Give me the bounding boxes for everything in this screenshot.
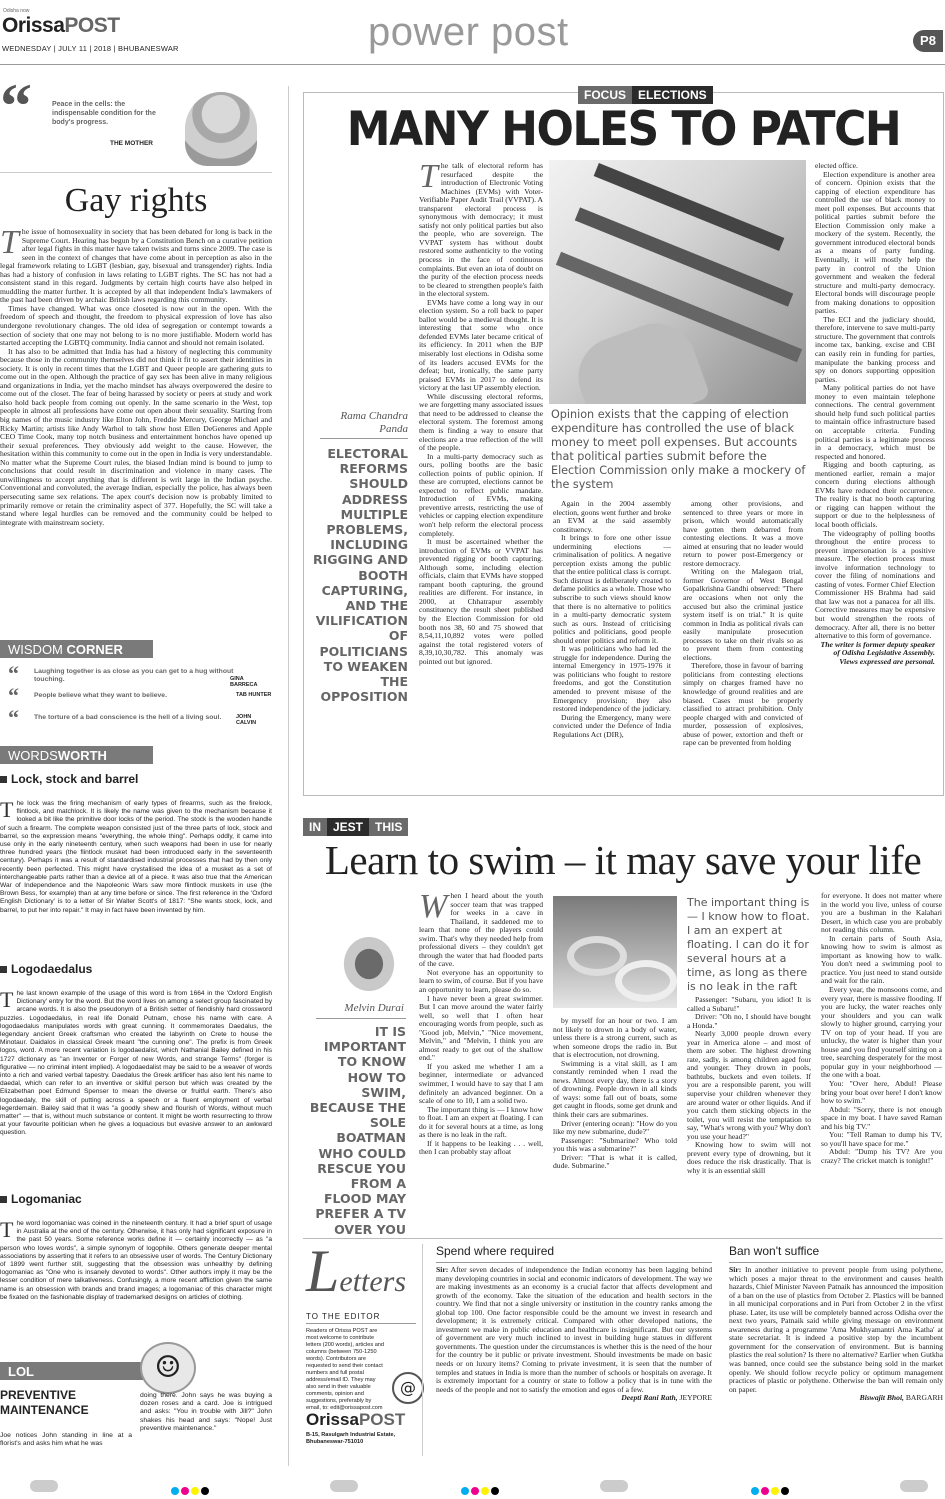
swim-col-2: by myself for an hour or two. I am not likely to drown in a body of water, unless there is a strong current, such as when someone drops the radio in. But that is electrocution, not drowning. Swimming is a vital skill, as I am constantly reminded when I read the news. Almost every day, there is a story of drowning. People drown in all kinds of ways: some fall out of boats, some get caught in floods, some get drunk and think their cars are submarines. Driver (entering ocean): "How do you like my new submarine, dude?" Passenger: "Submarine? Who told you this was a submarine?" Driver: "That is what it is called, dude. Submarine." — [553, 1016, 677, 1171]
letters-logo: Letters — [306, 1238, 407, 1304]
letter-2-title: Ban won't suffice — [729, 1244, 820, 1258]
wisdom-corner-header: WISDOM CORNER — [0, 640, 153, 658]
wordsworth-entry: Logomaniac The word logomaniac was coined in the nineteenth century. It had a brief spurt of usage in Australia at the end of the century. Otherwise, it has only had significant exposure in the past 50 years. Some reference works define it — certainly incorrectly — as "a person who loves words", a simple synonym of logophile. Others generate deeper mental associations by asserting that it refers to an obsessive user of words. The Century Dictionary of 1899 went further still, suggesting that the obsession was unhealthy by defining logomaniac as "One who is insanely devoted to words". Other authors imply it may be the lesser condition of mere talkativeness. Confusingly, a more recent affliction given the same name is an obsession with brands and brand images; a logomaniac of this character might be fixated on the fashionable display of trademarked designs on articles of clothing. — [0, 1192, 272, 1301]
swim-pullquote: IT IS IMPORTANT TO KNOW HOW TO SWIM, BECAUSE THE SOLE BOATMAN WHO COULD RESCUE YOU FROM A FLOOD MAY PREFER A TV OVER YOU — [309, 1024, 406, 1237]
dateline: WEDNESDAY | JULY 11 | 2018 | BHUBANESWAR — [2, 44, 179, 53]
entry-heading: Lock, stock and barrel — [0, 772, 272, 786]
section-title: power post — [368, 10, 569, 54]
column-divider — [288, 86, 289, 1466]
wordsworth-entry: Lock, stock and barrel The lock was the firing mechanism of early types of firearms, such as the firelock, flintlock, and matchlock. It is likely the name was given to the mechanism because it looked a bit like the primitive door locks of the period. The stock is the wooden handle of such a firearm. The complete weapon consisted just of the three parts of lock, stock and barrel, so the expression means "everything, the whole thing". Perhaps oddly, it came into use only in the early nineteenth century, when such weapons had been in use for nearly three hundred years (the flintlock musket had been introduced early in the seventeenth century). Perhaps it was a result of standardised industrial processes that had by then only recently been perfected. This might have crystallised the idea of a musket as a set of interchangeable parts rather than a device all of a piece. It was also true that the American War of Independence and the Napoleonic Wars saw more flintlock muskets in use (the Brown Bess, for example) than at any time before or since. The first reference in the 'Oxford English Dictionary' is to a letter of Sir Walter Scott's of 1817: "She wants stock, lock, and barrel, to put her into repair." It may in fact have been invented by him. — [0, 772, 272, 914]
gay-rights-divider — [0, 172, 272, 173]
logo: OrissaPOST — [2, 14, 120, 37]
byline-rule — [316, 1018, 406, 1019]
letters-footer-logo: OrissaPOST — [306, 1410, 406, 1429]
letter-2-body: Sir: In another initiative to prevent people from using polythene, which poses a major threat to the environment and causes health hazards, Chief Minister Naveen Patnaik has announced the imposition of a ban on the use of plastics from October 2. Plastics will be banned in all municipal corporations and in Puri from October 2 in the vfirst phase. Later, its use will be completely banned across Odisha over the next two years, Patnaik said while giving message on environment awareness during a programme 'Ama Mukhyamantri Ama Katha' at state secretariat. It is indeed a positive step by the incumbent government for the conservation of environment. But is banning plastics the real solution? Is there no alternative? Earlier when Gutkha was banned, once could see the substance being sold in the market openly. We should follow recycle policy or optimum management practices of plastic or polythene. Otherwise the ban will remain only on paper. Biswajit Bhoi, BARGARH — [729, 1265, 943, 1403]
letter-1-title: Spend where required — [436, 1244, 555, 1258]
evm-photo — [549, 160, 806, 404]
author-photo — [330, 936, 408, 1006]
swim-headline: Learn to swim – it may save your life — [324, 837, 922, 883]
email-icon: @ — [392, 1372, 424, 1404]
lol-text-right: doing there. John says he was buying a dozen roses and a card. Joe is intrigued and asks: "You in trouble with Jill?" John shakes his head and says: "Nope! Just preventive maintenance." — [140, 1392, 272, 1432]
wordsworth-entry: Logodaedalus The last known example of the usage of this word is from 1664 in the 'Oxford English Dictionary' entry for the word. But the word lives on among a select group fascinated by arcane words. It is also the pseudonym of a British setter of fiendishly hard crossword puzzles. Logodaedalus, in real life Donald Putnam, chose his name with care. A logodaedalus manipulates words with great cunning. It commemorates Daedalus, the legendary ancient Greek craftsman who created the labyrinth on Crete to house the Minotaur. Daidalos in classical Greek meant "the cunning one". The prefix is from Greek logos, word. A more recent variation is logodaedalist, which Nathanial Bailey defined in his 1727 dictionary as "an Inventer or Forger of new Words, and strange Terms" (forger is figurative — no criminal intent implied). A logodaedalist may be said to be a weaver of words into a rich and varied verbal tapestry. Daedalus the Greek artificer has also lent his name to daedal, which can refer to an inventive or skilful person but which was created by the Elizabethan poet Edmund Spenser to mean the diverse or fruitful earth. There's also logodaedaly, the skill of putting across a speech or a fluent employment of verbal legerdemain. Bailey said that it was "a goodly shew and flourish of Words, without much matter" — that is, without much substance or content. It might be worth resurrecting to throw at your favourite politician when he gives a loquacious but evasive answer to an awkward question. — [0, 962, 272, 1137]
laughing-emoji-icon: ☺ — [140, 1342, 196, 1394]
author-photo — [185, 92, 257, 166]
byline-rule — [320, 438, 408, 439]
letter-rule — [729, 1262, 943, 1263]
lol-text-left: Joe notices John standing in line at a florist's and asks him what he was — [0, 1432, 132, 1448]
focus-col-4: elected office. Election expenditure is another area of concern. Opinion exists that the capping of election expenditure has controlled the use of black money to meet poll expenses. But accounts that political parties submit before the Election Commission only make a mockery of the system. Recently, the government introduced electoral bonds as a means of party funding. Eventually, it will mostly help the party in control of the Union government and weaken the federal structure and multi-party democracy. Electoral bonds will discourage people from making donations to opposition parties. The ECI and the judiciary should, therefore, intervene to save multi-party structure. The government that controls income tax, banking, excise and CBI can easily rein in funding for parties, manipulate the banking process and spy on donors supporting opposition parties. Many political parties do not have money to even maintain telephone connections. The central government should help fund such political parties to maintain office infrastructure based on acceptable criteria. Funding political parties is a legitimate process in a democracy, which must be respected and honored. Rigging and booth capturing, as mentioned earlier, remain a major concern during elections although EVMs have reduced their occurrence. The reality is that no booth capturing or rigging can happen without the support or due to the helplessness of local booth officials. The videography of polling booths throughout the entire process to prevent impersonation is a positive measure. The election process must involve information technology to cover the filing of nominations and casting of votes. Former Chief Election Commissioner HS Brahma had said that law was not a panacea for all ills. Corrective measures may be expensive but would strengthen the roots of democracy. After all, there is no better alternative to this form of governance. The writer is former deputy speaker of Odisha Legislative Assembly. Views expressed are personal. — [815, 161, 935, 666]
page-number-badge: P8 — [913, 30, 943, 52]
quote-mark-icon: “ — [8, 661, 19, 686]
focus-col-1: The talk of electoral reform has resurfaced despite the introduction of Electronic Voting Machines (EVMs) with Voter-Verifiable Paper Audit Trail (VVPAT). A transparent electoral process is synonymous with democracy; it must satisfy not only political parties but also the people, who are sovereign. The VVPAT system has without doubt restored some authenticity to the voting process in the face of continuous complaints. But even an iota of doubt on the purity of the election process needs to be cleared to strengthen people's faith in the electoral system. EVMs have come a long way in our election system. So a roll back to paper ballot would be a medieval thought. It is interesting that some who once defended EVMs later became critical of its efficiency. In 2011 when the BJP miserably lost elections in Odisha some of its leaders accused EVMs for the defeat; but, ironically, the same party praised EVMs in 2017 to defend its victory at the last UP assembly election. While discussing electoral reforms, we are forgetting many associated issues that need to be addressed to cleanse the electoral system. The foremost among them is finding a way to ensure that elections are a true reflection of the will of the people. In a multi-party democracy such as ours, polling booths are the basic collection points of public opinion. If these are corrupted, elections cannot be expected to reflect public mandate. Introduction of EVMs, making preventive arrests, restricting the use of vehicles or capping election expenditure won't help reform the electoral process completely. It must be ascertained whether the introduction of EVMs or VVPAT has prevented rigging or booth capturing. Although some, including election officials, claim that EVMs have stopped rampant booth capturing, the ground realities are different. For instance, in 2000, at Chhatrapur assembly constituency the result sheet published by the Election Commission for old booth nos 38, 60 and 75 showed that 8,54,11,10,892 votes were polled against the total registered voters of 8,39,10,30,782. This anomaly was pointed out but ignored. — [419, 158, 543, 666]
quote-mark-icon: “ — [8, 705, 19, 730]
letter-1-body: Sir: After seven decades of independence the Indian economy has been lagging behind many developing countries in social and economic indicators of development. The way we are making investments as an economy is a crucial factor that affects development and growth of the economy. Take the situation of the education and health sectors in the country. We find that not a single university or institution in the country ranks among the global top 100. One factor responsible could be the amount we invest in research and development; it is extremely critical. Compared with other developed nations, the investment we make in public education and healthcare is insignificant. But our systems of government are very much inclined to invest in building huge statues in different governments. The question under the circumstances is whether this is the need of the hour for the country be it public or private investment. Should investments be made on basic needs or on luxury items? Coming to private investment, it is seen that the number of temples and statues in India is more than the number of schools or hospitals on average. It is extremely important for a country or state to follow a policy that is in tune with the needs of the people and not to satisfy the emotion and egos of a few. Deepti Rani Rath, JEYPORE — [436, 1265, 712, 1403]
focus-headline: MANY HOLES TO PATCH — [346, 101, 901, 158]
masthead — [0, 0, 945, 62]
quote-author: THE MOTHER — [110, 140, 153, 147]
jest-tags: IN JEST THIS — [303, 816, 408, 836]
gay-rights-headline: Gay rights — [64, 182, 208, 219]
letter-rule — [436, 1262, 712, 1263]
quote-box — [0, 70, 272, 160]
quote-mark-icon: “ — [8, 683, 19, 708]
logo-tagline: Odisha now — [3, 8, 30, 14]
quote-text: Peace in the cells: the indispensable condition for the body's progress. — [52, 101, 156, 126]
gay-rights-dropcap: T — [0, 224, 19, 261]
swim-col-4: for everyone. It does not matter where in the world you live, unless of course you are a bushman in the Kalahari Desert, in which case you are probably not reading this column. In certain parts of South Asia, knowing how to swim is almost as important as knowing how to walk. You don't need a swimming pool to practice. You just need to stand outside and wait for the rain. Every year, the monsoons come, and every year, there is massive flooding. If you are lucky, the water reaches only your shoulders and you can walk slowly to higher ground, carrying your TV on top of your head. If you are unlucky, the water is higher than your house and you find yourself sitting on a tree, searching desperately for the most popular guy in your neighborhood — the one with a boat. You: "Over here, Abdul! Please bring your boat over here! I don't know how to swim." Abdul: "Sorry, there is not enough space in my boat. I have saved Raman and his big TV." You: "Tell Raman to dump his TV, so you'll have space for me." Abdul: "Dump his TV? Are you crazy? The cricket match is tonight!" — [821, 891, 942, 1165]
quote-mark-icon: “ — [0, 70, 32, 141]
focus-pullquote: ELECTORAL REFORMS SHOULD ADDRESS MULTIPLE PROBLEMS, INCLUDING RIGGING AND BOOTH CAPTURING, AND THE VILIFICATION OF POLITICIANS TO WEAKEN THE OPPOSITION — [312, 446, 408, 705]
focus-col-2: Again in the 2004 assembly election, goons went further and broke an EVM at the said assembly constituency. It brings to fore one other issue undermining elections — criminalisation of politics. A negative perception exists among the public that the entire political class is corrupt. Such distrust is deliberately created to defame politics as a whole. Those who subscribe to such views should know that there is no alternative to politics in a multi-party democratic system such as ours. Instead of criticising politics and politicians, good people should enter politics and reform it. It was politicians who had led the struggle for independence. During the internal Emergency in 1975-1976 it was politicians who fought to restore freedoms, and got the Constitution amended to prevent misuse of the Emergency provision; they also restored independence of the judiciary. During the Emergency, many were convicted under the Defence of India Regulations Act (DIR), — [553, 499, 671, 739]
wordsworth-header: WORDSWORTH — [0, 746, 153, 764]
wisdom-item: “ People believe what they want to believe. TAB HUNTER — [8, 683, 272, 708]
raft-photo — [553, 896, 677, 1008]
focus-tags: FOCUS ELECTIONS — [578, 84, 713, 104]
swim-byline: Melvin Durai — [344, 1002, 404, 1014]
letters-rule — [306, 1323, 416, 1324]
wisdom-list — [0, 661, 272, 730]
letters-vrule — [422, 1244, 423, 1456]
entry-heading: Logodaedalus — [0, 962, 272, 976]
letters-to-editor: TO THE EDITOR — [306, 1312, 381, 1321]
focus-byline: Rama Chandra Panda — [340, 410, 408, 435]
letters-address: B-15, Rasulgarh Industrial Estate, Bhubaneswar-751010 — [306, 1432, 396, 1445]
entry-heading: Logomaniac — [0, 1192, 272, 1206]
wisdom-item: “ Laughing together is as close as you can get to a hug without touching. GINA BARRECA — [8, 661, 258, 688]
swim-col-1: When I heard about the youth soccer team that was trapped for weeks in a cave in Thailand, it saddened me to learn that none of the players could swim. That's why they needed help from professional divers – they couldn't get through the water that had flooded parts of the cave. Not everyone has an opportunity to learn to swim, of course. But if you have an opportunity to learn, please do so. I have never been a great swimmer. But I can move around the water fairly well, so well that I often hear encouraging words from people, such as "Good job, Melvin," "Nice movement, Melvin," and "Melvin, I think you are almost ready to get out of the shallow end." If you asked me whether I am a beginner, intermediate or advanced swimmer, I would have to say that I am definitely an advanced beginner. On a scale of one to 10, I am a solid two. The important thing is — I know how to float. I am an expert at floating. I can do it for several hours at a time, as long as there is no leak in the raft. If it happens to be leaking . . . well, then I can probably stay afloat — [419, 888, 544, 1157]
letters-info: Readers of Orissa POST are most welcome to contribute letters (200 words), articles and columns (between 750-1250 words). Contributors are requested to send their contact numbers and full postal address/email ID. They may also send in their valuable comments, opinion and suggestions, preferably by email, to: edit@orissapost.com — [306, 1328, 385, 1411]
photo-caption: Opinion exists that the capping of election expenditure has controlled the use of black money to meet poll expenses. But accounts that political parties submit before the Election Commission only make a mockery of the system — [551, 408, 806, 491]
gay-rights-body: The issue of homosexuality in society that has been debated for long is back in the Supreme Court. Hearing has begun by a Constitution Bench on a curative petition after legal fights in this matter have taken twists and turns since 2009. The case is seen in the context of changes that have come about in perception as also in the legal framework relating to LGBT (lesbian, gay, bisexual and transgender) rights. India has had a history of confusion in laws relating to LGBT rights. The SC has not had a consistent stand in this regard. Judgments by certain high courts have also helped in muddling the matter further. It is accepted by all that independent India's lawmakers of the past had been driven by archaic British laws regarding this community. Times have changed. What was once closeted is now out in the open. With the freedom of speech and thought, the freedom to physical expression of love has also undergone revolutionary changes. The old idea of segregation or contempt towards a section of society that one may not belong to is no more justifiable. Modern world has started accepting the LGBTQ community. India cannot and should not remain isolated. It has also to be admitted that India has had a history of neglecting this community because those in the community themselves did not think it fit to assert their identities in society. It is only in recent times that the LGBT and Queer people are gathering guts to come out in the open. Although the practice of gay sex has been alive in many religious and organizations in India, yet the macho mindset has always overpowered the desire to come out of the closet. The fear of being harassed by society or peers at study and work also hold back people from coming out openly. In the same scenario in the West, top people in almost all professions have come out open about their sexuality. Starting from big names of the music industry like Elton John, Freddie Mercury, George Michael and Ricky Martin; artists like Andy Warhol to talk show host Ellen DeGeneres and Apple CEO Time Cook, many top notch business and entertainment honchos have opened up their sexual preferences. They obviously add weight to the cause. However, the hesitation within this community to come out in the open in India is very understandable. No matter what the Supreme Court rules, the biased Indian mind is bound to jump to conclusions that could result in discrimination and violence in many cases. The unwillingness to accept anything that is different is writ large in the Indian psyche. Conventional and convoluted, the average Indian, especially the police, has always been persecuting same sex relations. The apex court's decision now is probably limited to primarily remove or retain the criminality aspect of 377. Hopefully, the SC will take a stand where legal hurdles can be removed and the community could be helped to integrate with mainstream society. — [0, 224, 272, 527]
swim-caption: The important thing is — I know how to float. I am an expert at floating. I can do it for several hours at a time, as long as there is no leak in the raft — [687, 896, 810, 993]
focus-col-3: among other provisions, and sentenced to three years or more in prison, which would automatically have gotten them debarred from contesting elections. It was a move aimed at ensuring that no leader would return to power post-Emergency or restore democracy. Writing on the Malegaon trial, former Governor of West Bengal Gopalkrishna Gandhi observed: "There are occasions when not only the accused but also the criminal justice system itself is on trial." It is quite common in India as political rivals can easily manipulate prosecution processes to take on their rivals so as to prevent them from contesting elections. Therefore, those in favour of barring politicians from contesting elections simply on charges framed have no knowledge of ground realities and are biased. Cases must be properly classified to attract prohibition. Only people charged with and convicted of murder, possession of explosives, abuse of power, extortion and theft or rape can be prevented from holding — [683, 499, 803, 748]
letters-divider — [303, 1238, 943, 1239]
lol-headline: PREVENTIVE MAINTENANCE — [0, 1388, 89, 1417]
print-registration-strip — [0, 1478, 945, 1497]
masthead-divider — [0, 64, 945, 65]
lol-header: LOL — [0, 1362, 153, 1380]
swim-col-3: Passenger: "Subaru, you idiot! It is called a Subaru!" Driver: "Oh no, I should have bought a Honda." Nearly 3,000 people drown every year in America alone – and most of them are sober. The highest drowning rate, sadly, is among children aged four and younger. They drown in pools, bathtubs, buckets and even toilets. If you are a responsible parent, you will supervise your children whenever they are around water or other liquids. And if you catch them sticking objects in the toilet, you will resist the temptation to say, "What's wrong with you? Why don't you use your head?" Knowing how to swim will not prevent every type of drowning, but it does reduce the risk drastically. That is why it is an essential skill — [687, 995, 811, 1175]
wisdom-item: “ The torture of a bad conscience is the hell of a living soul. JOHN CALVIN — [8, 705, 257, 730]
